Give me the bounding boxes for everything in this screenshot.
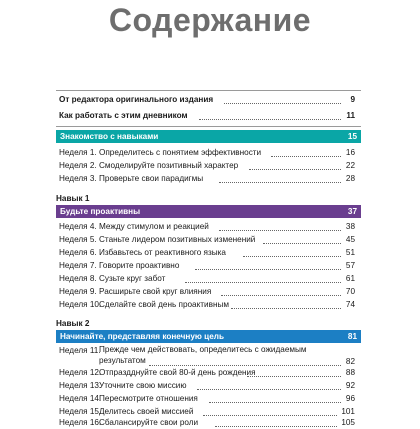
page-title: Содержание — [108, 2, 312, 38]
week-title: Говорите проактивно — [99, 261, 180, 270]
toc-entry-how-to[interactable] — [59, 109, 355, 122]
week-number: Неделя 8. — [59, 274, 97, 283]
week-title: Отпраздднуйте свой 80-й день рождения — [99, 368, 256, 377]
week-page: 28 — [345, 174, 355, 183]
week-page: 38 — [345, 222, 355, 231]
toc-entry-week-11[interactable] — [59, 344, 355, 368]
leader-dots — [243, 255, 341, 257]
toc-entry-week-9[interactable] — [59, 285, 355, 298]
week-page: 96 — [345, 394, 355, 403]
week-title: Проверьте свои парадигмы — [99, 174, 204, 183]
week-number: Неделя 3. — [59, 174, 97, 183]
week-title: Станьте лидером позитивных изменений — [99, 235, 256, 244]
week-title: Сузьте круг забот — [99, 274, 166, 283]
week-title: Прежде чем действовать, определитесь с ожидаемым результатом — [99, 345, 307, 365]
week-number: Неделя 2. — [59, 161, 97, 170]
week-number: Неделя 16. — [59, 418, 102, 427]
leader-dots — [215, 425, 337, 427]
section-page: 15 — [347, 132, 357, 141]
section-band-habit-1[interactable] — [56, 205, 361, 218]
week-page: 105 — [341, 418, 355, 427]
toc-entry-week-16[interactable] — [59, 416, 355, 429]
section-page: 37 — [347, 207, 357, 216]
toc-entry-week-12[interactable] — [59, 366, 355, 379]
toc-entry-week-14[interactable] — [59, 392, 355, 405]
week-page: 45 — [345, 235, 355, 244]
week-title: Пересмотрите отношения — [99, 394, 198, 403]
leader-dots — [247, 375, 341, 377]
leader-dots — [219, 229, 341, 231]
leader-dots — [249, 168, 341, 170]
leader-dots — [199, 118, 341, 120]
section-title: Будьте проактивны — [60, 207, 141, 216]
week-page: 74 — [345, 300, 355, 309]
week-page: 70 — [345, 287, 355, 296]
week-number: Неделя 4. — [59, 222, 97, 231]
week-title: Между стимулом и реакцией — [99, 222, 209, 231]
section-band-habit-2[interactable] — [56, 330, 361, 343]
week-number: Неделя 1. — [59, 148, 97, 157]
week-title: Смоделируйте позитивный характер — [99, 161, 239, 170]
week-number: Неделя 7. — [59, 261, 97, 270]
divider — [56, 126, 361, 127]
toc-entry-week-13[interactable] — [59, 379, 355, 392]
week-title: Расширьте свой круг влияния — [99, 287, 212, 296]
section-page: 81 — [347, 332, 357, 341]
leader-dots — [185, 281, 341, 283]
week-title: Определитесь с понятием эффективности — [99, 148, 262, 157]
leader-dots — [195, 268, 341, 270]
entry-page: 11 — [346, 111, 355, 120]
week-page: 57 — [345, 261, 355, 270]
leader-dots — [224, 102, 341, 104]
entry-title: Как работать с этим дневником — [59, 111, 188, 120]
leader-dots — [209, 401, 341, 403]
week-number: Неделя 6. — [59, 248, 97, 257]
week-number: Неделя 9. — [59, 287, 97, 296]
week-page: 101 — [341, 407, 355, 416]
toc-entry-week-7[interactable] — [59, 259, 355, 272]
entry-page: 9 — [350, 95, 355, 104]
leader-dots — [231, 307, 341, 309]
leader-dots — [221, 294, 341, 296]
section-title: Знакомство с навыками — [60, 132, 159, 141]
week-page: 16 — [345, 148, 355, 157]
toc-entry-week-6[interactable] — [59, 246, 355, 259]
week-title: Делитесь своей миссией — [99, 407, 194, 416]
week-title: Избавьтесь от реактивного языка — [99, 248, 226, 257]
week-title: Сделайте свой день проактивным — [99, 300, 229, 309]
week-number: Неделя 15. — [59, 407, 102, 416]
week-number: Неделя 10. — [59, 300, 102, 309]
toc-entry-editor[interactable] — [59, 93, 355, 106]
week-page: 61 — [345, 274, 355, 283]
leader-dots — [271, 155, 341, 157]
entry-title: От редактора оригинального издания — [59, 95, 214, 104]
habit-label-2: Навык 2 — [56, 319, 90, 328]
week-title: Сбалансируйте свои роли — [99, 418, 199, 427]
toc-entry-week-2[interactable] — [59, 159, 355, 172]
week-page: 88 — [345, 368, 355, 377]
week-number: Неделя 14. — [59, 394, 102, 403]
week-page: 22 — [345, 161, 355, 170]
toc-entry-week-8[interactable] — [59, 272, 355, 285]
toc-entry-week-4[interactable] — [59, 220, 355, 233]
divider — [56, 90, 361, 91]
week-number: Неделя 5. — [59, 235, 97, 244]
toc-entry-week-10[interactable] — [59, 298, 355, 311]
week-page: 82 — [345, 357, 355, 366]
section-band-intro[interactable] — [56, 130, 361, 143]
week-page: 92 — [345, 381, 355, 390]
toc-entry-week-5[interactable] — [59, 233, 355, 246]
week-number: Неделя 12. — [59, 368, 102, 377]
week-number: Неделя 13. — [59, 381, 102, 390]
section-title: Начинайте, представляя конечную цель — [60, 332, 224, 341]
toc-entry-week-3[interactable] — [59, 172, 355, 185]
leader-dots — [263, 242, 341, 244]
leader-dots — [197, 388, 341, 390]
week-page: 51 — [345, 248, 355, 257]
habit-label-1: Навык 1 — [56, 194, 90, 203]
week-number: Неделя 11. — [59, 346, 101, 355]
toc-entry-week-1[interactable] — [59, 146, 355, 159]
leader-dots — [219, 181, 341, 183]
week-title: Уточните свою миссию — [99, 381, 187, 390]
